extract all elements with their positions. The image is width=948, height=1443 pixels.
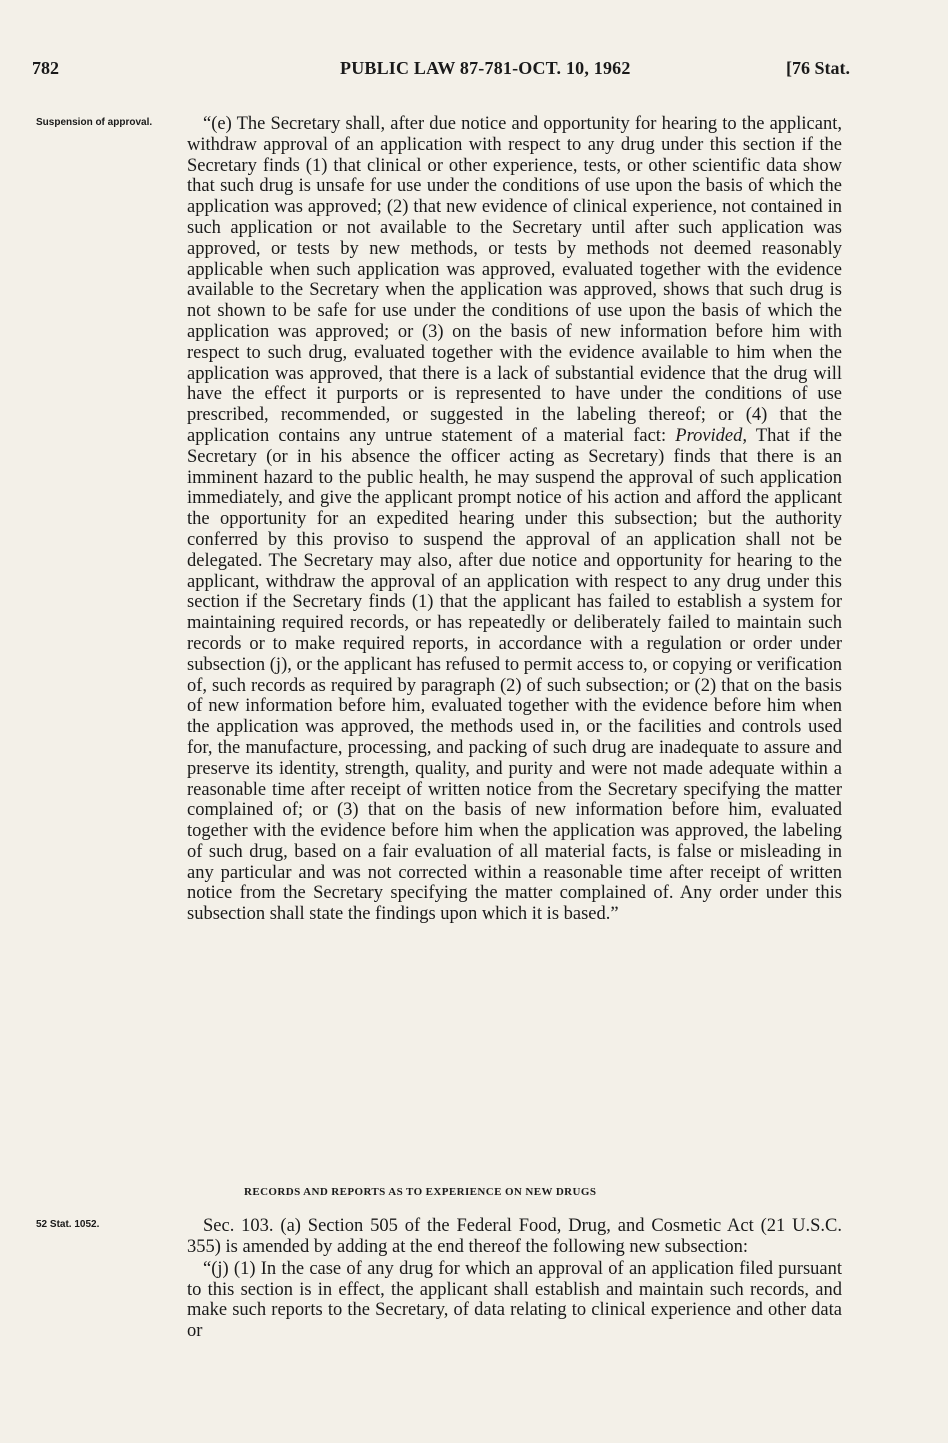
subsection-j-paragraph: “(j) (1) In the case of any drug for which an approval of an application filed pursuant to this section is in effect, the applicant shall establish and maintain such records, and make such reports to the Secretary, of data relating to clinical experience and other data or [187,1259,842,1341]
header-title: PUBLIC LAW 87-781-OCT. 10, 1962 [340,58,631,78]
statute-reference: [76 Stat. [786,58,850,78]
section-103-paragraph: Sec. 103. (a) Section 505 of the Federal Food, Drug, and Cosmetic Act (21 U.S.C. 355) is amended by adding at the end thereof the following new subsection: [187,1216,842,1257]
proviso-italic: Provided, [675,425,748,446]
subsection-e-text-2: That if the Secretary (or in his absence the officer acting as Secretary) finds that there is an imminent hazard to the public health, he may suspend the approval of such application immediately, and give the applicant prompt notice of his action and afford the applicant the opportunity for an expedited hearing under this subsection; but the authority conferred by this proviso to suspend the approval of an application shall not be delegated. The Secretary may also, after due notice and opportunity for hearing to the applicant, withdraw the approval of an application with respect to any drug under this section if the Secretary finds (1) that the applicant has failed to establish a system for maintaining required records, or has repeatedly or deliberately failed to maintain such records or to make required reports, in accordance with a regulation or order under subsection (j), or the applicant has refused to permit access to, or copying or verification of, such records as required by paragraph (2) of such subsection; or (2) that on the basis of new information before him, evaluated together with the evidence before him when the application was approved, the methods used in, or the facilities and controls used for, the manufacture, processing, and packing of such drug are inadequate to assure and preserve its identity, strength, quality, and purity and were not made adequate within a reasonable time after receipt of written notice from the Secretary specifying the matter complained of; or (3) that on the basis of new information before him, evaluated together with the evidence before him when the application was approved, the labeling of such drug, based on a fair evaluation of all material facts, is false or misleading in any particular and was not corrected within a reasonable time after receipt of written notice from the Secretary specifying the matter complained of. Any order under this subsection shall state the findings upon which it is based.” [187,425,842,925]
margin-note-stat-ref: 52 Stat. 1052. [36,1219,100,1230]
section-heading: RECORDS AND REPORTS AS TO EXPERIENCE ON NEW DRUGS [244,1186,597,1198]
subsection-e-text-1: “(e) The Secretary shall, after due notice and opportunity for hearing to the applicant, withdraw approval of an application with respect to any drug under this section if the Secretary finds (1) that clinical or other experience, tests, or other scientific data show that such drug is unsafe for use under the conditions of use upon the basis of which the application was approved; (2) that new evidence of clinical experience, not contained in such application or not available to the Secretary until after such application was approved, or tests by new methods, or tests by methods not deemed reasonably applicable when such application was approved, evaluated together with the evidence available to the Secretary when the application was approved, shows that such drug is not shown to be safe for use under the conditions of use upon the basis of which the application was approved; or (3) on the basis of new information before him with respect to such drug, evaluated together with the evidence available to him when the application was approved, that there is a lack of substantial evidence that the drug will have the effect it purports or is represented to have under the conditions of use prescribed, recommended, or suggested in the labeling thereof; or (4) that the application contains any untrue statement of a material fact: [187,114,842,446]
subsection-e-paragraph [187,114,842,925]
running-header [32,58,850,88]
margin-note-suspension: Suspension of approval. [36,117,153,128]
page-number: 782 [32,58,59,78]
